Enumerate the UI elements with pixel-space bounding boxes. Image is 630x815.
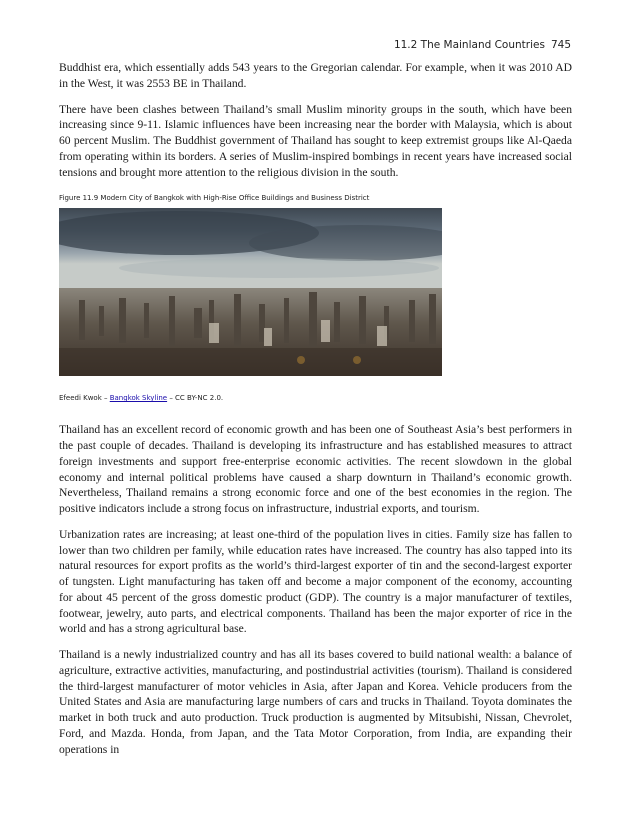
credit-link[interactable]: Bangkok Skyline — [109, 394, 168, 403]
paragraph-muslim-minority: There have been clashes between Thailand’s small Muslim minority groups in the south, which have been increasing since 9-11. Islamic influences have been increasing near the border with Malaysia, which is about 60 percent Muslim. The Buddhist government of Thailand has sought to keep extremist groups like Al-Qaeda from operating within its borders. A series of Muslim-inspired bombings in recent years have increased social tensions and brought more attention to the religious division in the south. — [59, 102, 572, 179]
paragraph-urbanization: Urbanization rates are increasing; at least one-third of the population lives in cities. Family size has fallen to lower than two children per family, while education rates have increased. The country has also tapped into its natural resources for export profits as the world’s third-largest exporter of tin and the second-largest exporter of tungsten. Light manufacturing has taken off and become a major component of the economy, accounting for about 45 percent of the gross domestic product (GDP). The country is a major manufacturer of textiles, footwear, jewelry, auto parts, and electrical components. Thailand has been the major exporter of rice in the world and has a strong agricultural base. — [59, 527, 572, 636]
running-head — [394, 39, 571, 51]
section-title: 11.2 The Mainland Countries — [393, 39, 545, 51]
page-number: 745 — [550, 39, 571, 51]
paragraph-buddhist-era: Buddhist era, which essentially adds 543 years to the Gregorian calendar. For example, when it was 2010 AD in the West, it was 2553 BE in Thailand. — [59, 61, 572, 90]
skyline-illustration — [59, 208, 442, 376]
paragraph-industrialized: Thailand is a newly industrialized country and has all its bases covered to build national wealth: a balance of agriculture, extractive activities, manufacturing, and postindustrial activities (tourism). Thailand is considered the third-largest manufacturer of motor vehicles in Asia, after Japan and Korea. Vehicle producers from the United States and Asia are manufacturing large numbers of cars and trucks in Thailand. Toyota dominates the market in both truck and auto production. Truck production is augmented by Mitsubishi, Nissan, Chevrolet, Ford, and Mazda. Honda, from Japan, and the Tata Motor Corporation, from India, are expanding their operations in — [59, 648, 572, 756]
page-content — [59, 60, 572, 767]
credit-author: Efeedi Kwok – — [59, 394, 110, 403]
bangkok-skyline-photo — [59, 208, 442, 376]
paragraph-economic-growth: Thailand has an excellent record of economic growth and has been one of Southeast Asia’s best performers in the past couple of decades. Thailand is developing its infrastructure and has established measures to attract foreign investments and support free-enterprise economic activities. The recent slowdown in the global economy and internal political problems have caused a sharp downturn in Thailand’s economic growth. Nevertheless, Thailand remains a strong economic force and one of the best economies in the region. The positive indicators include a strong focus on infrastructure, industrial exports, and tourism. — [59, 423, 572, 515]
figure-caption: Figure 11.9 Modern City of Bangkok with High-Rise Office Buildings and Business District — [59, 194, 370, 203]
credit-license: – CC BY-NC 2.0. — [167, 394, 224, 403]
photo-credit — [59, 394, 572, 402]
